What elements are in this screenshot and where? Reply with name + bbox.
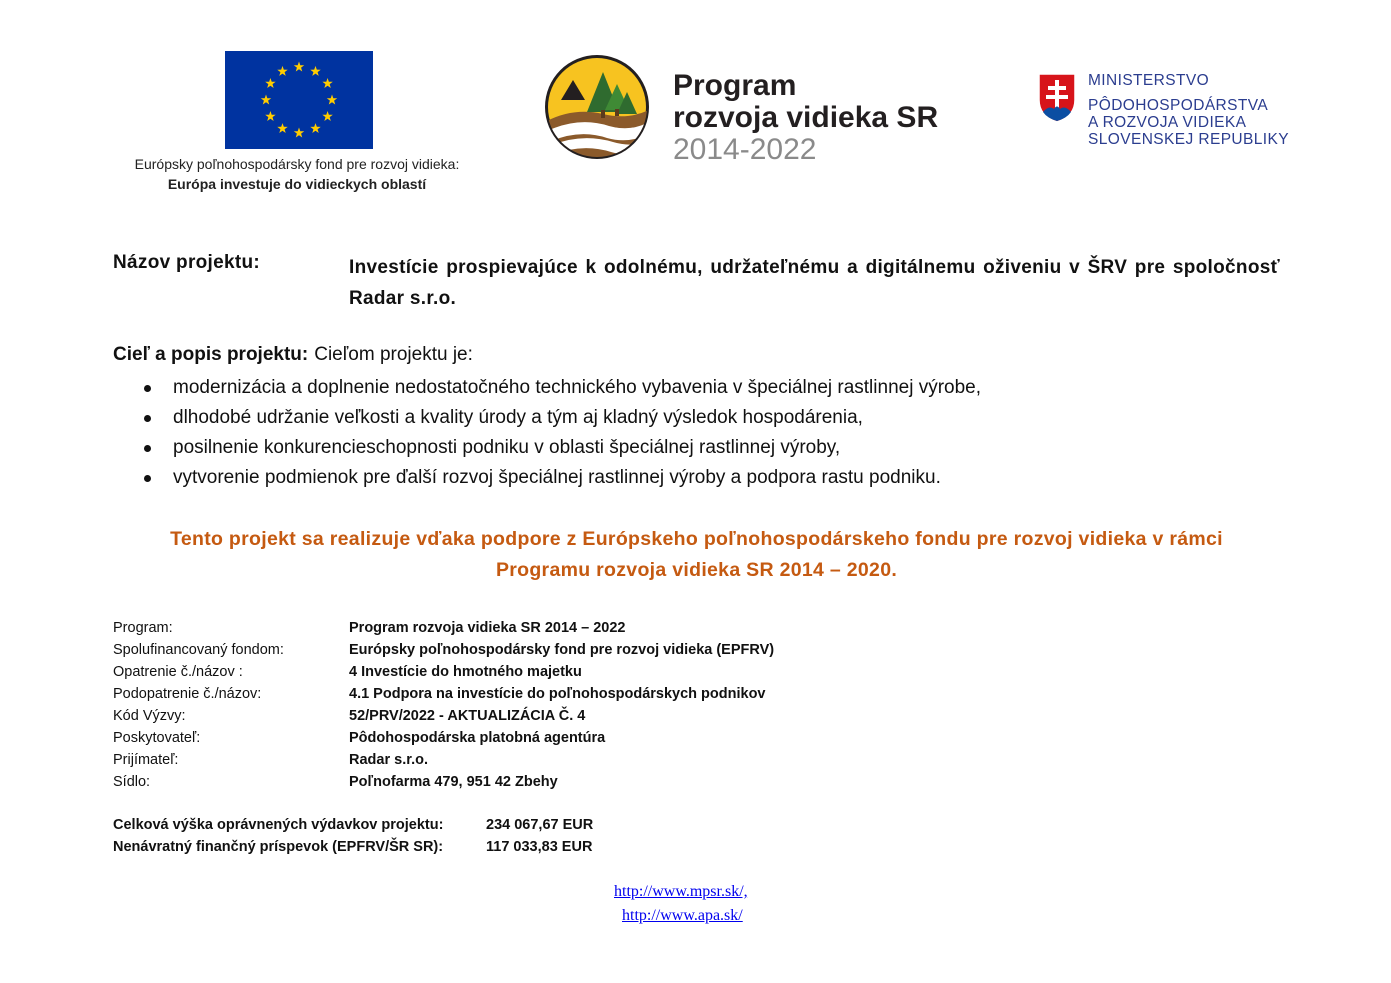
detail-row: [113, 683, 1013, 705]
detail-row: [113, 771, 1013, 793]
detail-row: [113, 705, 1013, 727]
detail-row: [113, 639, 1013, 661]
project-goal-row: [113, 344, 1280, 366]
bullet-icon: [144, 475, 151, 482]
ministry-logo-text: [1088, 72, 1289, 148]
detail-row: [113, 727, 1013, 749]
amount-row: [113, 836, 813, 858]
project-goal-intro: Cieľom projektu je:: [314, 344, 473, 365]
project-details: [113, 617, 1013, 793]
prv-logo: [543, 52, 963, 167]
links: [0, 880, 1391, 928]
detail-label: Kód Výzvy:: [113, 708, 186, 724]
detail-row: [113, 749, 1013, 771]
detail-label: Podopatrenie č./názov:: [113, 686, 262, 702]
detail-value: 4.1 Podpora na investície do poľnohospodárskych podnikov: [349, 686, 766, 702]
project-name-value: Investície prospievajúce k odolnému, udržateľnému a digitálnemu oživeniu v ŠRV pre spoločnosť Radar s.r.o.: [349, 257, 1280, 309]
bullet-icon: [144, 415, 151, 422]
detail-label: Sídlo:: [113, 774, 151, 790]
goal-list-item: [140, 433, 981, 463]
eu-caption: [113, 154, 481, 194]
eu-caption-line2: Európa investuje do vidieckych oblastí: [167, 176, 427, 192]
amount-value: 117 033,83 EUR: [486, 839, 593, 855]
goal-list-item: [140, 403, 981, 433]
detail-label: Prijímateľ:: [113, 752, 179, 768]
detail-label: Poskytovateľ:: [113, 730, 201, 746]
ministry-logo-line3: A ROZVOJA VIDIEKA: [1088, 114, 1247, 131]
ministry-logo-line1: MINISTERSTVO: [1088, 72, 1210, 89]
detail-value: 52/PRV/2022 - AKTUALIZÁCIA Č. 4: [349, 708, 586, 724]
project-name-label: Názov projektu:: [113, 252, 261, 273]
detail-label: Opatrenie č./názov :: [113, 664, 243, 680]
prv-logo-line2: rozvoja vidieka SR: [673, 101, 939, 134]
funding-note-line1: Tento projekt sa realizuje vďaka podpore z Európskeho poľnohospodárskeho fondu pre rozvoj vidieka v rámci: [170, 528, 1223, 550]
detail-row: [113, 661, 1013, 683]
slovak-coat-of-arms-icon: [1037, 72, 1077, 124]
funding-note-line2: Programu rozvoja vidieka SR 2014 – 2020.: [495, 559, 898, 581]
project-goal-label: Cieľ a popis projektu:: [113, 344, 309, 365]
goal-list-item: [140, 373, 981, 403]
amount-row: [113, 814, 813, 836]
link-mpsr[interactable]: http://www.mpsr.sk/,: [614, 883, 748, 900]
prv-logo-line3: 2014-2022: [673, 133, 817, 166]
detail-value: Radar s.r.o.: [349, 752, 428, 768]
prv-logo-line1: Program: [673, 69, 797, 102]
eu-logo: [113, 50, 481, 200]
detail-row: [113, 617, 1013, 639]
amount-value: 234 067,67 EUR: [486, 817, 594, 833]
goal-text: posilnenie konkurencieschopnosti podniku v oblasti špeciálnej rastlinnej výroby,: [173, 437, 841, 458]
amount-label: Nenávratný finančný príspevok (EPFRV/ŠR SR):: [113, 839, 444, 855]
funding-note: [113, 524, 1280, 586]
goal-text: dlhodobé udržanie veľkosti a kvality úrody a tým aj kladný výsledok hospodárenia,: [173, 407, 863, 428]
link-apa[interactable]: http://www.apa.sk/: [622, 907, 743, 924]
detail-value: Pôdohospodárska platobná agentúra: [349, 730, 606, 746]
bullet-icon: [144, 445, 151, 452]
detail-label: Spolufinancovaný fondom:: [113, 642, 284, 658]
goal-list-item: [140, 463, 981, 493]
amount-label: Celková výška oprávnených výdavkov projektu:: [113, 817, 444, 833]
detail-label: Program:: [113, 620, 173, 636]
ministry-logo-line2: PÔDOHOSPODÁRSTVA: [1088, 97, 1269, 114]
ministry-logo-line4: SLOVENSKEJ REPUBLIKY: [1088, 131, 1289, 148]
project-amounts: [113, 814, 813, 858]
goal-text: modernizácia a doplnenie nedostatočného technického vybavenia v špeciálnej rastlinnej výrobe,: [173, 377, 982, 398]
eu-flag-icon: [225, 51, 373, 149]
goal-text: vytvorenie podmienok pre ďalší rozvoj špeciálnej rastlinnej výroby a podpora rastu podniku.: [173, 467, 941, 488]
detail-value: Poľnofarma 479, 951 42 Zbehy: [349, 774, 558, 790]
prv-logo-text: [673, 70, 938, 166]
prv-emblem-icon: [543, 52, 651, 162]
ministry-logo: [1037, 72, 1297, 157]
goal-list: [140, 373, 981, 493]
eu-caption-line1: Európsky poľnohospodársky fond pre rozvoj vidieka:: [134, 156, 460, 172]
detail-value: Európsky poľnohospodársky fond pre rozvoj vidieka (EPFRV): [349, 642, 775, 658]
bullet-icon: [144, 385, 151, 392]
detail-value: Program rozvoja vidieka SR 2014 – 2022: [349, 620, 626, 636]
detail-value: 4 Investície do hmotného majetku: [349, 664, 582, 680]
